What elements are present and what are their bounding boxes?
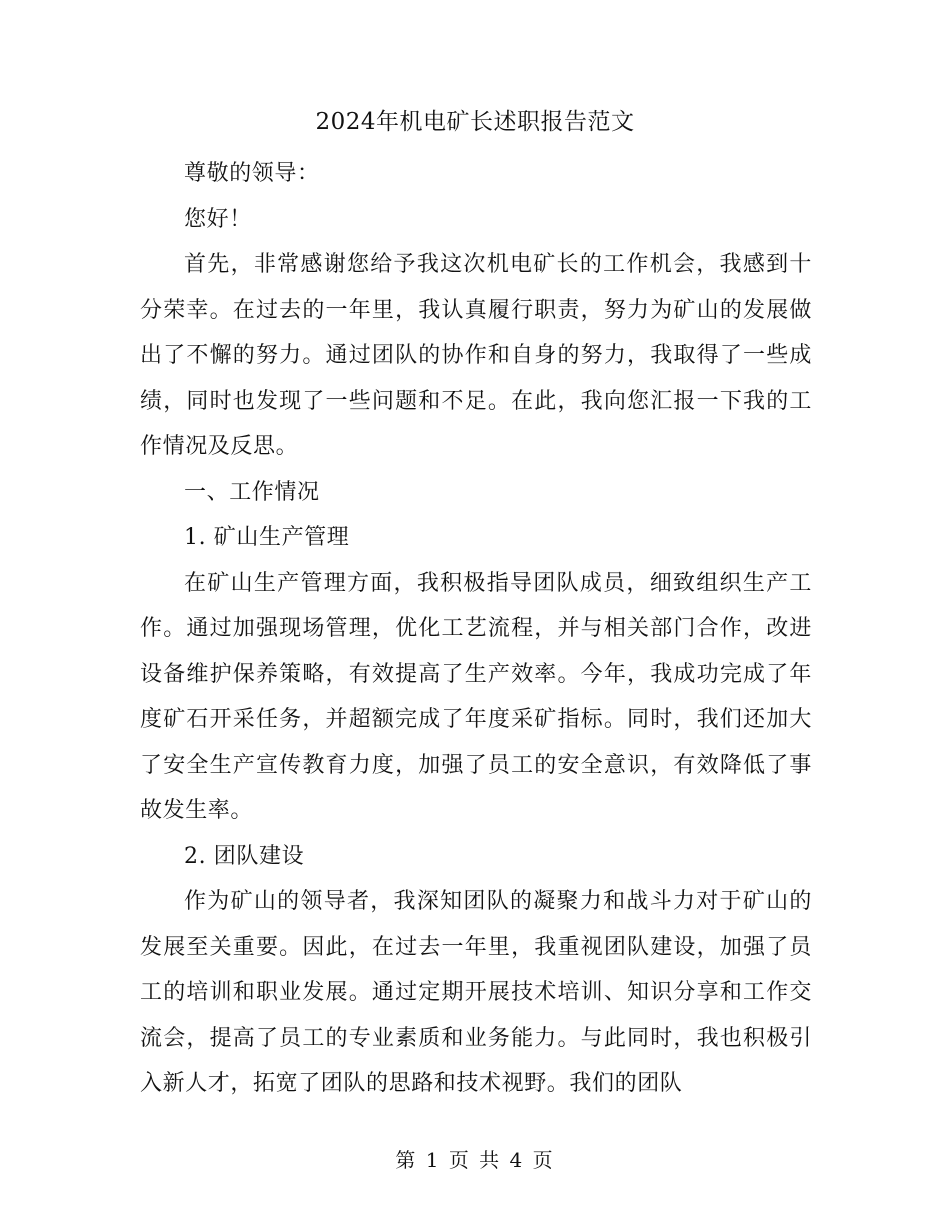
salutation: 尊敬的领导： — [184, 161, 320, 186]
intro-paragraph: 首先，非常感谢您给予我这次机电矿长的工作机会，我感到十分荣幸。在过去的一年里，我认真履行职责，努力为矿山的发展做出了不懈的努力。通过团队的协作和自身的努力，我取得了一些成绩，同时也发现了一些问题和不足。在此，我向您汇报一下我的工作情况及反思。 — [140, 252, 812, 459]
subsection-heading: 1. 矿山生产管理 — [184, 525, 350, 550]
document-title: 2024年机电矿长述职报告范文 — [315, 109, 635, 135]
body-paragraph: 在矿山生产管理方面，我积极指导团队成员，细致组织生产工作。通过加强现场管理，优化工艺流程，并与相关部门合作，改进设备维护保养策略，有效提高了生产效率。今年，我成功完成了年度矿石开采任务，并超额完成了年度采矿指标。同时，我们还加大了安全生产宣传教育力度，加强了员工的安全意识，有效降低了事故发生率。 — [140, 570, 812, 823]
page-footer: 第 1 页 共 4 页 — [395, 1148, 555, 1172]
document-body — [140, 151, 812, 1107]
section-heading: 一、工作情况 — [184, 479, 320, 505]
greeting: 您好！ — [184, 206, 252, 232]
body-paragraph: 作为矿山的领导者，我深知团队的凝聚力和战斗力对于矿山的发展至关重要。因此，在过去一年里，我重视团队建设，加强了员工的培训和职业发展。通过定期开展技术培训、知识分享和工作交流会，提高了员工的专业素质和业务能力。与此同时，我也积极引入新人才，拓宽了团队的思路和技术视野。我们的团队 — [140, 889, 812, 1096]
subsection-heading: 2. 团队建设 — [184, 843, 305, 869]
